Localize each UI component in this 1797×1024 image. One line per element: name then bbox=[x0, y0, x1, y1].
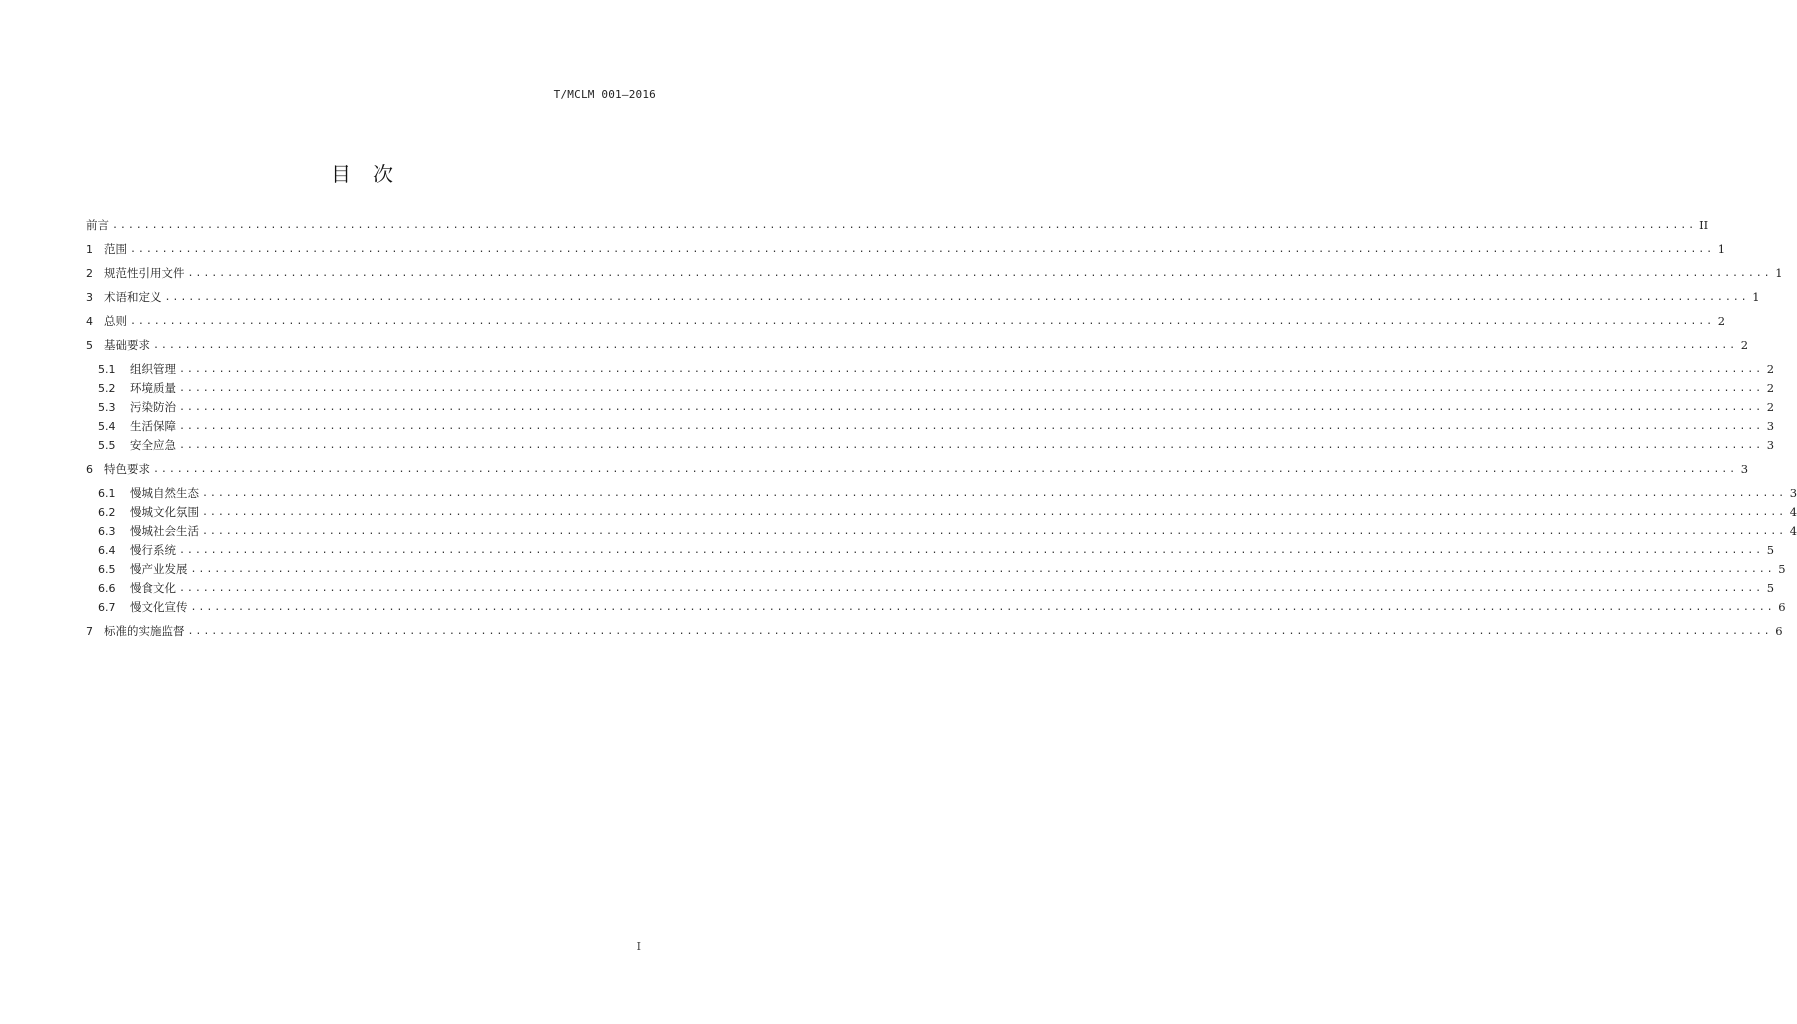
toc-leader-dots: ........................................................................................................................................................................................................ bbox=[179, 383, 1764, 394]
toc-entry-page: 2 bbox=[1766, 362, 1775, 376]
toc-entry-number: 5.4 bbox=[98, 420, 116, 433]
toc-entry[interactable] bbox=[86, 622, 1783, 640]
toc-entry-label: 慢城自然生态 bbox=[130, 486, 199, 500]
page-title bbox=[0, 158, 724, 187]
toc-entry-label: 规范性引用文件 bbox=[104, 266, 185, 280]
toc-entry[interactable] bbox=[98, 398, 1775, 416]
toc-leader-dots: ........................................................................................................................................................................................................ bbox=[179, 421, 1764, 432]
toc-entry-page: 2 bbox=[1766, 400, 1775, 414]
toc-entry-label: 范围 bbox=[104, 242, 127, 256]
toc-entry[interactable] bbox=[98, 417, 1775, 435]
toc-entry-page: 2 bbox=[1717, 314, 1726, 328]
toc-entry-page: 1 bbox=[1752, 290, 1760, 304]
toc-entry[interactable] bbox=[98, 560, 1786, 578]
toc-entry-number: 6.7 bbox=[98, 601, 116, 614]
toc-leader-dots: ........................................................................................................................................................................................................ bbox=[153, 340, 1738, 351]
toc-entry[interactable] bbox=[86, 312, 1726, 330]
toc-entry-label: 组织管理 bbox=[130, 362, 176, 376]
toc-leader-dots: ........................................................................................................................................................................................................ bbox=[202, 488, 1787, 499]
toc-entry-label: 标准的实施监督 bbox=[104, 624, 185, 638]
toc-leader-dots: ........................................................................................................................................................................................................ bbox=[190, 602, 1775, 613]
toc-entry-label: 慢食文化 bbox=[130, 581, 176, 595]
toc-entry-label: 污染防治 bbox=[130, 400, 176, 414]
toc-entry-number: 5 bbox=[86, 339, 93, 352]
toc-leader-dots: ........................................................................................................................................................................................................ bbox=[190, 564, 1775, 575]
toc-entry[interactable] bbox=[98, 379, 1775, 397]
toc-entry[interactable] bbox=[86, 288, 1760, 306]
toc-entry[interactable] bbox=[98, 598, 1786, 616]
toc-entry-page: 5 bbox=[1766, 581, 1775, 595]
toc-leader-dots: ........................................................................................................................................................................................................ bbox=[130, 244, 1715, 255]
toc-entry-label: 慢城文化氛围 bbox=[130, 505, 199, 519]
toc-entry[interactable] bbox=[86, 264, 1783, 282]
toc-entry[interactable] bbox=[98, 436, 1775, 454]
toc-entry[interactable] bbox=[86, 216, 1709, 234]
toc-leader-dots: ........................................................................................................................................................................................................ bbox=[187, 626, 1772, 637]
toc-entry[interactable] bbox=[98, 484, 1797, 502]
title-char-2: 次 bbox=[373, 162, 393, 186]
document-code: T/MCLM 001—2016 bbox=[553, 88, 656, 101]
toc-entry-page: 2 bbox=[1740, 338, 1749, 352]
toc-entry-page: 3 bbox=[1766, 438, 1775, 452]
toc-entry-number: 5.5 bbox=[98, 439, 116, 452]
toc-entry-page: 6 bbox=[1778, 600, 1786, 614]
toc-entry[interactable] bbox=[98, 541, 1775, 559]
toc-entry[interactable] bbox=[98, 522, 1797, 540]
toc-entry-label: 前言 bbox=[86, 218, 109, 232]
toc-entry-number: 6.6 bbox=[98, 582, 116, 595]
toc-entry-page: 1 bbox=[1717, 242, 1726, 256]
toc-entry[interactable] bbox=[86, 240, 1726, 258]
toc-entry[interactable] bbox=[98, 579, 1775, 597]
toc-entry-number: 5.2 bbox=[98, 382, 116, 395]
toc-entry[interactable] bbox=[98, 360, 1775, 378]
toc-entry-number: 6.3 bbox=[98, 525, 116, 538]
toc-entry[interactable] bbox=[86, 336, 1749, 354]
toc-entry-label: 慢行系统 bbox=[130, 543, 176, 557]
toc-entry-label: 基础要求 bbox=[104, 338, 150, 352]
toc-entry-label: 安全应急 bbox=[130, 438, 176, 452]
toc-entry-label: 术语和定义 bbox=[104, 290, 162, 304]
toc-leader-dots: ........................................................................................................................................................................................................ bbox=[153, 464, 1738, 475]
toc-entry-page: II bbox=[1699, 218, 1709, 232]
toc-entry-number: 6.5 bbox=[98, 563, 116, 576]
toc-entry-number: 4 bbox=[86, 315, 93, 328]
toc-leader-dots: ........................................................................................................................................................................................................ bbox=[130, 316, 1715, 327]
toc-entry-page: 4 bbox=[1789, 505, 1797, 519]
toc-entry-number: 6.2 bbox=[98, 506, 116, 519]
toc-leader-dots: ........................................................................................................................................................................................................ bbox=[179, 545, 1764, 556]
toc-entry-page: 5 bbox=[1778, 562, 1786, 576]
toc-leader-dots: ........................................................................................................................................................................................................ bbox=[179, 364, 1764, 375]
toc-entry-label: 慢城社会生活 bbox=[130, 524, 199, 538]
toc-leader-dots: ........................................................................................................................................................................................................ bbox=[164, 292, 1749, 303]
page-number: I bbox=[636, 940, 641, 953]
toc-entry-number: 5.3 bbox=[98, 401, 116, 414]
title-char-1: 目 bbox=[331, 162, 351, 186]
toc-entry-label: 环境质量 bbox=[130, 381, 176, 395]
toc-entry-number: 3 bbox=[86, 291, 93, 304]
toc-entry-label: 慢产业发展 bbox=[130, 562, 188, 576]
toc-leader-dots: ........................................................................................................................................................................................................ bbox=[187, 268, 1772, 279]
toc-entry-page: 4 bbox=[1789, 524, 1797, 538]
toc-entry-label: 特色要求 bbox=[104, 462, 150, 476]
toc-entry-number: 6.1 bbox=[98, 487, 116, 500]
toc-entry[interactable] bbox=[98, 503, 1797, 521]
toc-entry-number: 6.4 bbox=[98, 544, 116, 557]
toc-entry-label: 慢文化宣传 bbox=[130, 600, 188, 614]
toc-entry-number: 5.1 bbox=[98, 363, 116, 376]
toc-entry-page: 1 bbox=[1775, 266, 1783, 280]
toc-leader-dots: ........................................................................................................................................................................................................ bbox=[179, 402, 1764, 413]
toc-leader-dots: ........................................................................................................................................................................................................ bbox=[179, 583, 1764, 594]
toc-leader-dots: ........................................................................................................................................................................................................ bbox=[202, 526, 1787, 537]
toc-entry-page: 6 bbox=[1775, 624, 1783, 638]
toc-entry-page: 2 bbox=[1766, 381, 1775, 395]
toc-entry-number: 1 bbox=[86, 243, 93, 256]
toc-leader-dots: ........................................................................................................................................................................................................ bbox=[202, 507, 1787, 518]
toc-entry-page: 3 bbox=[1766, 419, 1775, 433]
toc-leader-dots: ........................................................................................................................................................................................................ bbox=[179, 440, 1764, 451]
toc-entry-page: 3 bbox=[1789, 486, 1797, 500]
toc-entry-label: 总则 bbox=[104, 314, 127, 328]
toc-entry[interactable] bbox=[86, 460, 1749, 478]
toc-entry-number: 2 bbox=[86, 267, 93, 280]
toc-entry-page: 3 bbox=[1740, 462, 1749, 476]
toc-leader-dots: ........................................................................................................................................................................................................ bbox=[112, 220, 1697, 231]
toc-entry-label: 生活保障 bbox=[130, 419, 176, 433]
toc-entry-number: 6 bbox=[86, 463, 93, 476]
toc-entry-number: 7 bbox=[86, 625, 93, 638]
toc-entry-page: 5 bbox=[1766, 543, 1775, 557]
